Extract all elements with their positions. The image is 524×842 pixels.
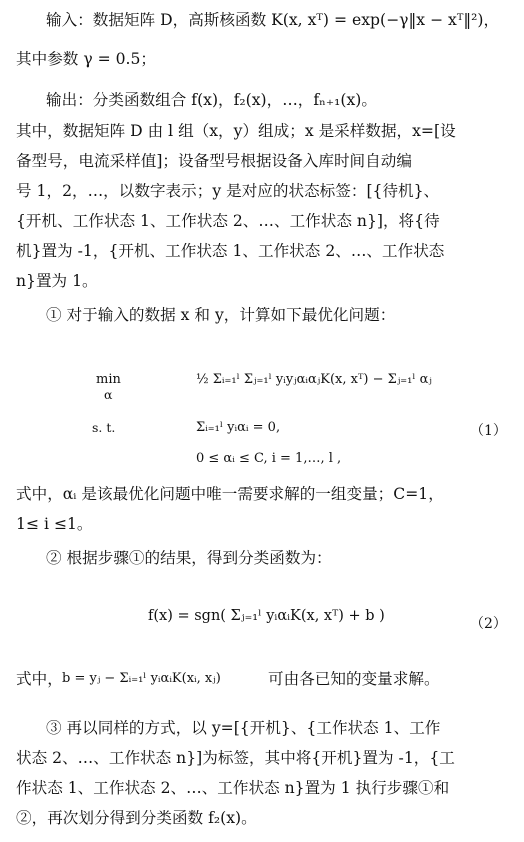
eq1-explanation: 1≤ i ≤1。 — [16, 515, 93, 533]
eq2-explanation-prefix: 式中， — [16, 670, 63, 688]
step3-paragraph: 状态 2、…、工作状态 n}]为标签，其中将{开机}置为 -1，{工 — [16, 749, 455, 767]
equation-number-2: （2） — [470, 616, 507, 632]
step3-paragraph: ②，再次划分得到分类函数 f₂(x)。 — [16, 809, 257, 827]
eq2-b-formula: b = yⱼ − Σᵢ₌₁ˡ yᵢαᵢK(xᵢ, xⱼ) — [62, 671, 221, 686]
eq1-constraint-sum: Σᵢ₌₁ˡ yᵢαᵢ = 0, — [196, 420, 281, 435]
step3-paragraph: 作状态 1、工作状态 2、…、工作状态 n}置为 1 执行步骤①和 — [16, 779, 450, 797]
description-line: 其中，数据矩阵 D 由 l 组（x，y）组成；x 是采样数据，x=[设 — [16, 122, 456, 140]
description-line: 备型号，电流采样值]；设备型号根据设备入库时间自动编 — [16, 152, 412, 170]
description-line: 机}置为 -1，{开机、工作状态 1、工作状态 2、…、工作状态 — [16, 242, 445, 260]
description-line: {开机、工作状态 1、工作状态 2、…、工作状态 n}]，将{待 — [16, 212, 440, 230]
equation-number-1: （1） — [470, 423, 507, 439]
gamma-param-line: 其中参数 γ = 0.5； — [16, 50, 157, 68]
step3-paragraph: ③ 再以同样的方式，以 y=[{开机}、{工作状态 1、工作 — [46, 719, 441, 737]
output-line: 输出：分类函数组合 f(x)，f₂(x)，…，fₙ₊₁(x)。 — [46, 91, 377, 109]
step2-intro: ② 根据步骤①的结果，得到分类函数为： — [46, 549, 332, 567]
eq2-explanation-suffix: 可由各已知的变量求解。 — [268, 670, 440, 688]
eq1-min-subscript: α — [104, 387, 113, 402]
eq1-explanation: 式中，αᵢ 是该最优化问题中唯一需要求解的一组变量；C=1， — [16, 485, 444, 503]
eq1-subject-to: s. t. — [92, 420, 116, 435]
eq1-constraint-bounds: 0 ≤ αᵢ ≤ C, i = 1,…, l , — [196, 451, 342, 466]
eq1-objective: ½ Σᵢ₌₁ˡ Σⱼ₌₁ˡ yᵢyⱼαᵢαⱼK(x, xᵀ) − Σⱼ₌₁ˡ αⱼ — [196, 372, 432, 387]
description-line: n}置为 1。 — [16, 272, 98, 290]
eq2-formula: f(x) = sgn( Σⱼ₌₁ˡ yᵢαᵢK(x, xᵀ) + b ) — [148, 608, 385, 624]
description-line: 号 1，2，…，以数字表示；y 是对应的状态标签：[{待机}、 — [16, 182, 440, 200]
input-line: 输入：数据矩阵 D，高斯核函数 K(x, xᵀ) = exp(−γ‖x − xᵀ‖²)， — [46, 11, 500, 29]
eq1-min-operator: min — [96, 372, 121, 387]
step1-intro: ① 对于输入的数据 x 和 y，计算如下最优化问题： — [46, 306, 396, 324]
